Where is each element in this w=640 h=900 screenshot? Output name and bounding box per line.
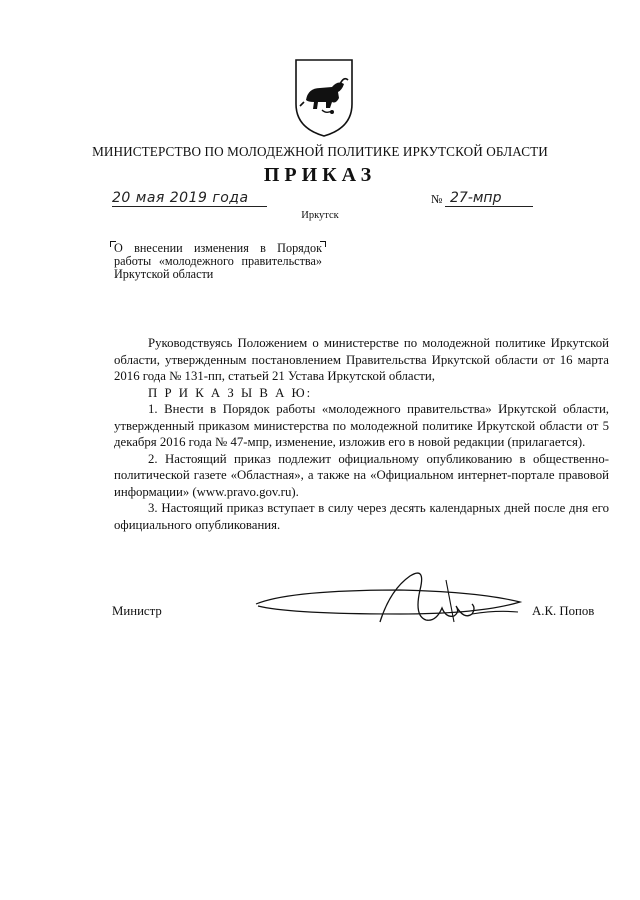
handwritten-signature	[250, 560, 540, 640]
body-paragraph: Руководствуясь Положением о министерстве по молодежной политике Иркутской области, утвержденным постановлением Правительства Иркутской области от 16 марта 2016 года № 131-пп, статьей 21 Устава Иркутской области,	[114, 336, 609, 383]
number-underline	[445, 206, 533, 207]
date-underline	[112, 206, 267, 207]
signatory-title: Министр	[112, 604, 162, 618]
signatory-name: А.К. Попов	[532, 604, 595, 618]
document-body	[114, 335, 609, 533]
body-paragraph: 2. Настоящий приказ подлежит официальному опубликованию в общественно-политической газете «Областная», а также на «Официальном интернет-портале правовой информации» (www.pravo.gov.ru).	[114, 451, 609, 499]
body-paragraph: 1. Внести в Порядок работы «молодежного правительства» Иркутской области, утвержденный приказом министерства по молодежной политике Иркутской области от 5 декабря 2016 года № 47-мпр, изменение, изложив его в новой редакции (прилагается).	[114, 402, 609, 449]
document-type-title: ПРИКАЗ	[263, 164, 377, 186]
document-date: 20 мая 2019 года	[112, 190, 249, 206]
document-number: 27-мпр	[450, 190, 502, 206]
document-city: Иркутск	[301, 210, 339, 221]
number-sign: №	[431, 192, 443, 206]
document-subject: О внесении изменения в Порядок работы «молодежного правительства» Иркутской области	[114, 241, 322, 281]
order-heading: П Р И К А З Ы В А Ю:	[148, 385, 313, 400]
coat-of-arms-icon	[292, 54, 356, 138]
ministry-title: МИНИСТЕРСТВО ПО МОЛОДЕЖНОЙ ПОЛИТИКЕ ИРКУТСКОЙ ОБЛАСТИ	[92, 144, 548, 159]
body-paragraph: 3. Настоящий приказ вступает в силу через десять календарных дней после дня его официального опубликования.	[114, 501, 609, 532]
